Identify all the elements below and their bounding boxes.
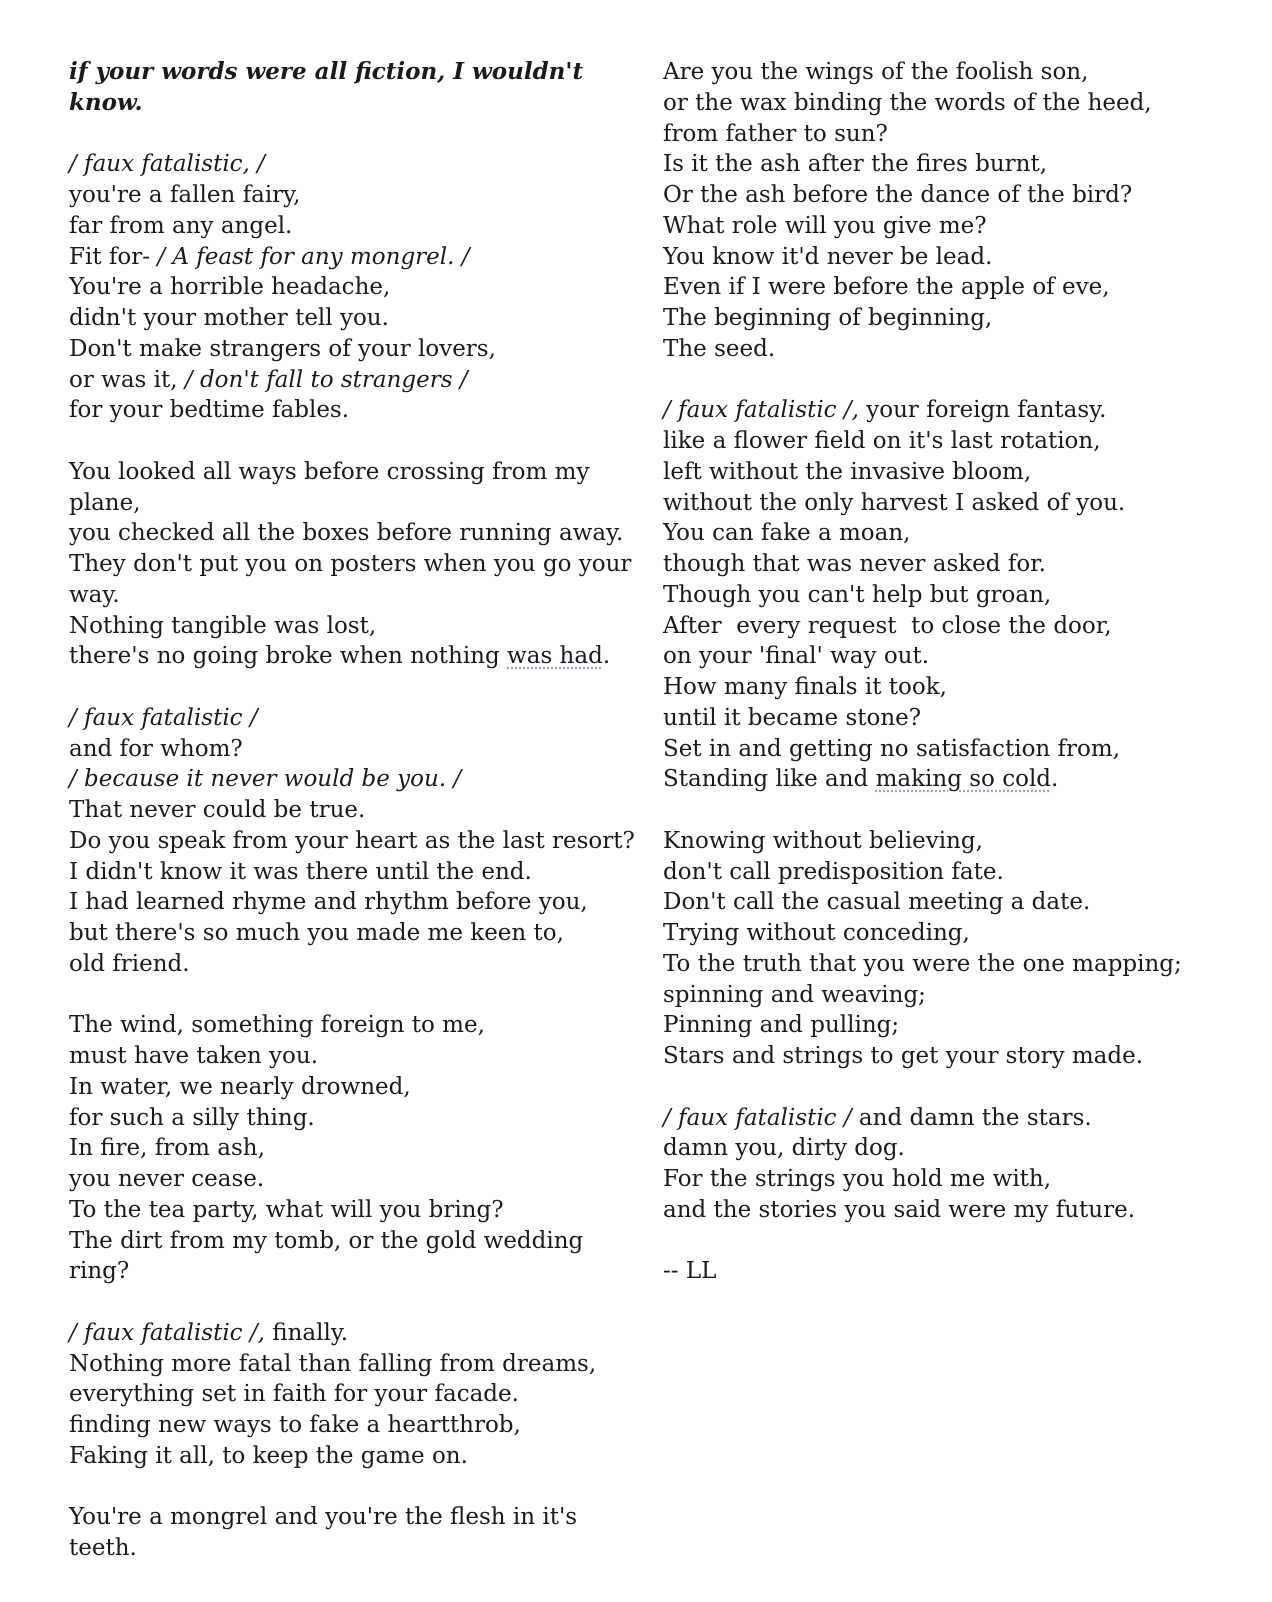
poem-line: like a flower field on it's last rotation, [663, 428, 1101, 454]
poem-line: What role will you give me? [663, 212, 987, 239]
stanza-gap [69, 426, 599, 457]
poem-line: Nothing tangible was lost, [69, 612, 377, 639]
poem-line: or the wax binding the words of the heed, [663, 89, 1152, 116]
poem-line: You can fake a moan, [663, 520, 911, 547]
poem-line: You looked all ways before crossing from my [69, 458, 590, 485]
poem-line: Even if I were before the apple of eve, [663, 274, 1110, 301]
poem-line: The beginning of beginning, [663, 305, 993, 331]
stanza-gap [663, 795, 1223, 826]
poem-line: spinning and weaving; [663, 981, 926, 1008]
stanza-gap [69, 119, 599, 150]
stanza-gap [69, 672, 599, 703]
signature: -- LL [663, 1258, 717, 1285]
poem-line: and for whom? [69, 735, 243, 762]
poem-line: Though you can't help but groan, [663, 581, 1052, 608]
poem-line: Don't call the casual meeting a date. [663, 889, 1091, 916]
stanza-gap [69, 1472, 599, 1503]
poem-line: You know it'd never be lead. [663, 243, 993, 270]
poem-line: I had learned rhyme and rhythm before you, [69, 889, 588, 916]
poem-line: damn you, dirty dog. [663, 1135, 905, 1162]
poem-line: you checked all the boxes before running away. [69, 520, 624, 547]
poem-line: Knowing without believing, [663, 827, 983, 854]
poem-line-part: . [1051, 766, 1059, 793]
left-column [69, 57, 635, 1564]
poem-line: Nothing more fatal than falling from dreams, [69, 1350, 597, 1377]
poem-line: That never could be true. [69, 797, 366, 823]
poem-line-part: there's no going broke when nothing [69, 643, 508, 670]
poem-line: Is it the ash after the fires burnt, [663, 151, 1048, 178]
poem-line: How many finals it took, [663, 674, 947, 700]
poem-line: and the stories you said were my future. [663, 1196, 1136, 1223]
poem-line: After every request to close the door, [663, 612, 1112, 639]
poem-line: old friend. [69, 950, 190, 977]
poem-line [663, 1103, 1223, 1134]
poem-line: everything set in faith for your facade. [69, 1381, 519, 1408]
poem-line-part: Fit for- [69, 243, 158, 270]
poem-line: far from any angel. [69, 212, 293, 239]
poem-line: In water, we nearly drowned, [69, 1073, 411, 1100]
poem-line: You're a mongrel and you're the flesh in it's [69, 1504, 578, 1531]
stanza-gap [663, 1226, 1223, 1257]
poem-line: / faux fatalistic / [69, 704, 258, 731]
grammar-marked-text: was had [507, 643, 603, 670]
poem-line [663, 764, 1223, 795]
poem-line: don't call predisposition fate. [663, 858, 1004, 885]
poem-line: Trying without conceding, [663, 920, 970, 946]
poem-line: though that was never asked for. [663, 551, 1046, 577]
poem-line: left without the invasive bloom, [663, 458, 1032, 485]
poem-line: you never cease. [69, 1166, 265, 1192]
poem-line: Stars and strings to get your story made. [663, 1043, 1144, 1069]
poem-line: The wind, something foreign to me, [69, 1012, 485, 1039]
poem-line: for your bedtime fables. [69, 397, 350, 424]
poem-line: The seed. [663, 335, 776, 362]
poem-line: Faking it all, to keep the game on. [69, 1442, 468, 1469]
poem-line: Or the ash before the dance of the bird? [663, 182, 1133, 208]
poem-line: plane, [69, 489, 141, 516]
poem-line-part: your foreign fantasy. [858, 397, 1107, 424]
stanza-gap [69, 1287, 599, 1318]
poem-line: Do you speak from your heart as the last resort? [69, 827, 635, 854]
poem-line [69, 641, 611, 672]
poem-line [69, 1318, 599, 1349]
poem-line: Set in and getting no satisfaction from, [663, 735, 1121, 762]
poem-line-part: / A feast for any mongrel. / [157, 243, 470, 270]
poem-line: Are you the wings of the foolish son, [663, 59, 1089, 85]
poem-line-part: / faux fatalistic /, [663, 397, 859, 424]
poem-line: / because it never would be you. / [69, 766, 462, 793]
poem-line: You're a horrible headache, [69, 274, 391, 301]
poem-line: I didn't know it was there until the end. [69, 858, 532, 885]
poem-line-part: / faux fatalistic /, [69, 1319, 265, 1346]
poem-line [69, 365, 599, 396]
poem-line: ring? [69, 1258, 130, 1285]
grammar-marked-text: making so cold [875, 766, 1052, 793]
poem-line: must have taken you. [69, 1043, 319, 1069]
poem-line: For the strings you hold me with, [663, 1166, 1052, 1192]
poem-line: Pinning and pulling; [663, 1012, 900, 1039]
poem-line: on your 'final' way out. [663, 643, 930, 670]
poem-line: but there's so much you made me keen to, [69, 920, 564, 946]
poem-line: To the tea party, what will you bring? [69, 1196, 504, 1223]
poem-line: To the truth that you were the one mapping; [663, 950, 1182, 977]
poem-line: from father to sun? [663, 120, 888, 147]
poem-line: In fire, from ash, [69, 1135, 265, 1162]
poem-line: / faux fatalistic, / [69, 151, 265, 178]
poem-line-part: Standing like and [663, 766, 876, 793]
poem-line-part: . [602, 643, 611, 670]
poem-line-part: finally. [264, 1319, 349, 1346]
poem-line: way. [69, 581, 120, 608]
poem-line-part: / don't fall to strangers / [184, 366, 468, 393]
poem-line: teeth. [69, 1535, 137, 1561]
poem-line-part: / faux fatalistic / [663, 1104, 852, 1131]
poem-line: finding new ways to fake a heartthrob, [69, 1412, 521, 1438]
poem-line: until it became stone? [663, 704, 922, 731]
poem-title-line: know. [69, 88, 143, 116]
stanza-gap [663, 365, 1223, 396]
stanza-gap [663, 1072, 1223, 1103]
poem-title-line: if your words were all fiction, I wouldn't [69, 58, 584, 85]
poem-line: without the only harvest I asked of you. [663, 489, 1126, 516]
poem-line-part: or was it, [69, 366, 185, 393]
stanza-gap [69, 980, 599, 1011]
poem-line-part: and damn the stars. [851, 1104, 1092, 1131]
poem-line [663, 395, 1223, 426]
right-column [663, 57, 1223, 1287]
poem-line: for such a silly thing. [69, 1104, 315, 1131]
poem-line: The dirt from my tomb, or the gold wedding [69, 1227, 584, 1254]
poem-line: didn't your mother tell you. [69, 305, 389, 331]
poem-line [69, 242, 599, 273]
poem-line: Don't make strangers of your lovers, [69, 335, 496, 362]
poem-line: you're a fallen fairy, [69, 182, 301, 208]
poem-line: They don't put you on posters when you go your [69, 551, 632, 577]
